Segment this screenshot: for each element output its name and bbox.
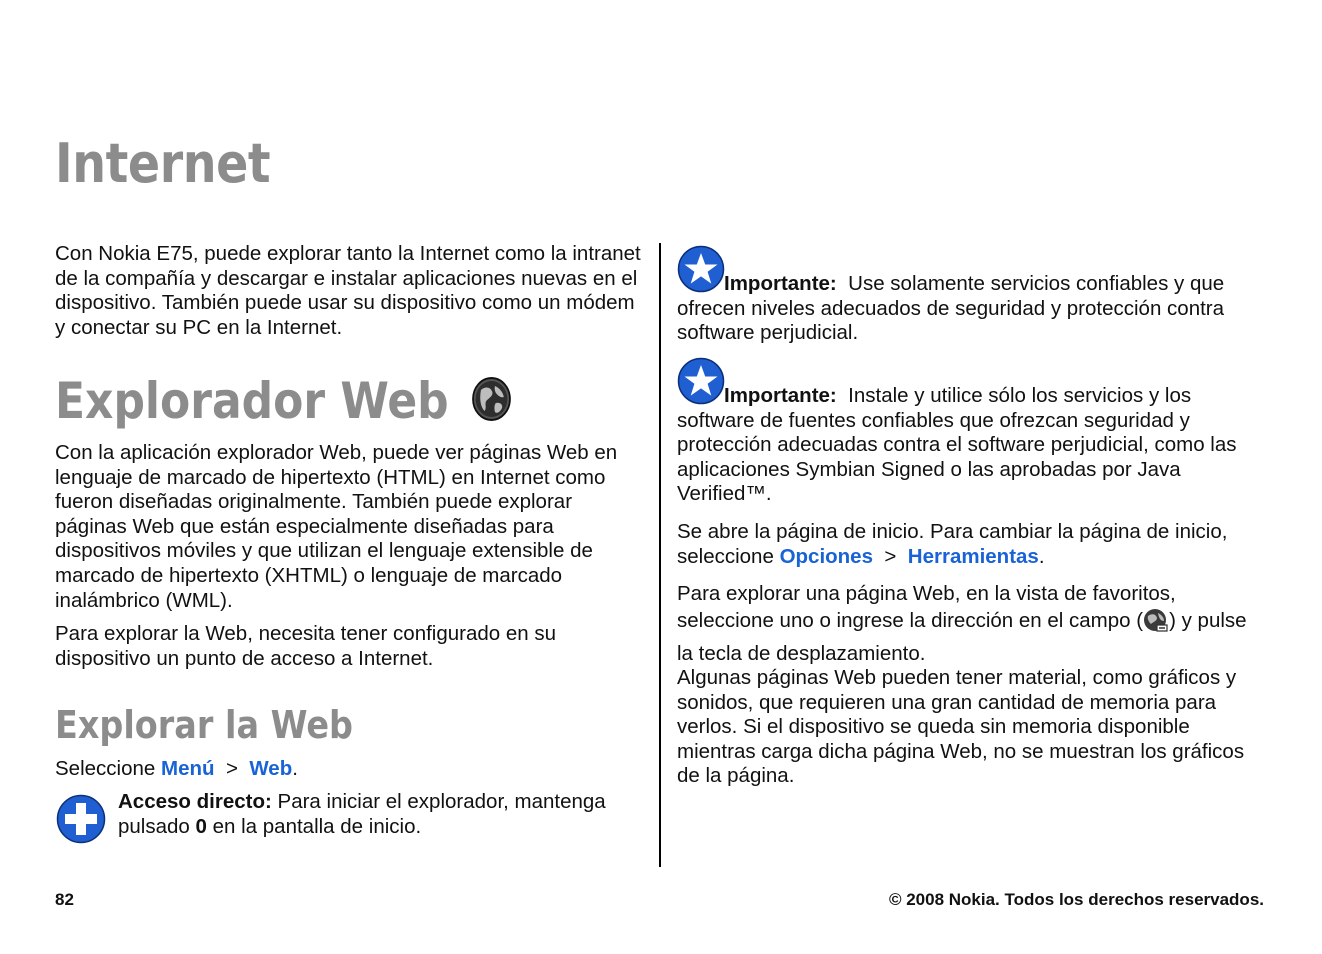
tip-label: Acceso directo: [118,790,272,813]
memory-paragraph: Algunas páginas Web pueden tener material, como gráficos y sonidos, que requieren una gran cantidad de memoria para verlos. Si el dispositivo se queda sin memoria disponible mientras carga dicha página Web, no se muestran los gráficos de la página. [677,666,1245,788]
page-title: Internet [55,132,271,195]
tip-text-end: en la pantalla de inicio. [212,814,422,838]
options-separator: > [884,544,897,568]
page-number: 82 [55,890,74,909]
important-label: Importante: [724,272,837,295]
period: . [292,757,298,780]
options-link[interactable]: Opciones [779,544,873,568]
important-note-2 [677,384,1267,507]
copyright: © 2008 Nokia. Todos los derechos reservados. [888,890,1264,909]
important-note-1 [677,272,1267,346]
home-text: Se abre la página de inicio. Para cambiar la página de inicio, seleccione [677,520,1228,568]
period: . [1038,544,1045,568]
tip-paragraph [118,790,648,839]
intro-paragraph: Con Nokia E75, puede explorar tanto la Internet como la intranet de la compañía y descargar e instalar aplicaciones nuevas en el dispositivo. También puede usar su dispositivo como un módem y conectar su PC en la Internet. [55,242,641,339]
web-link[interactable]: Web [249,757,293,780]
section-title-text: Explorador Web [55,372,449,430]
browse-paragraph [677,580,1267,667]
address-field-icon [1143,607,1169,640]
select-prefix: Seleccione [55,757,156,780]
browser-description-paragraph: Con la aplicación explorador Web, puede ver páginas Web en lenguaje de marcado de hipertexto (HTML) en Internet como fueron diseñadas originalmente. También puede explorar páginas Web que están especialmente diseñadas para dispositivos móviles y que utilizan el lenguaje extensible de marcado de hipertexto (XHTML) o lenguaje de marcado inalámbrico (WML). [55,441,618,612]
important-label: Importante: [724,384,837,407]
column-divider [659,243,661,867]
access-point-paragraph: Para explorar la Web, necesita tener configurado en su dispositivo un punto de acceso a Internet. [55,622,557,670]
important-text: Instale y utilice sólo los servicios y los software de fuentes confiables que ofrezcan seguridad y protección adecuadas contra el software perjudicial, como las aplicaciones Symbian Signed o las aprobadas por Java Verified™. [677,384,1237,506]
menu-separator: > [225,757,238,780]
home-page-paragraph [677,520,1267,569]
tools-link[interactable]: Herramientas [907,544,1039,568]
tip-text: Para iniciar el explorador, mantenga pulsado [118,790,606,838]
section-title [55,372,512,434]
important-text: Use solamente servicios confiables y que ofrecen niveles adecuados de seguridad y protección contra software perjudicial. [677,272,1225,345]
browse-text: Para explorar una página Web, en la vista de favoritos, seleccione uno o ingrese la dirección en el campo ( [677,582,1176,632]
tip-key: 0 [195,814,207,838]
globe-icon [471,376,511,434]
subsection-title: Explorar la Web [55,703,353,747]
menu-link[interactable]: Menú [161,757,215,780]
browse-text-end: ) y pulse la tecla de desplazamiento. [677,609,1247,665]
select-instruction [55,757,647,782]
tip-plus-icon [56,794,106,848]
